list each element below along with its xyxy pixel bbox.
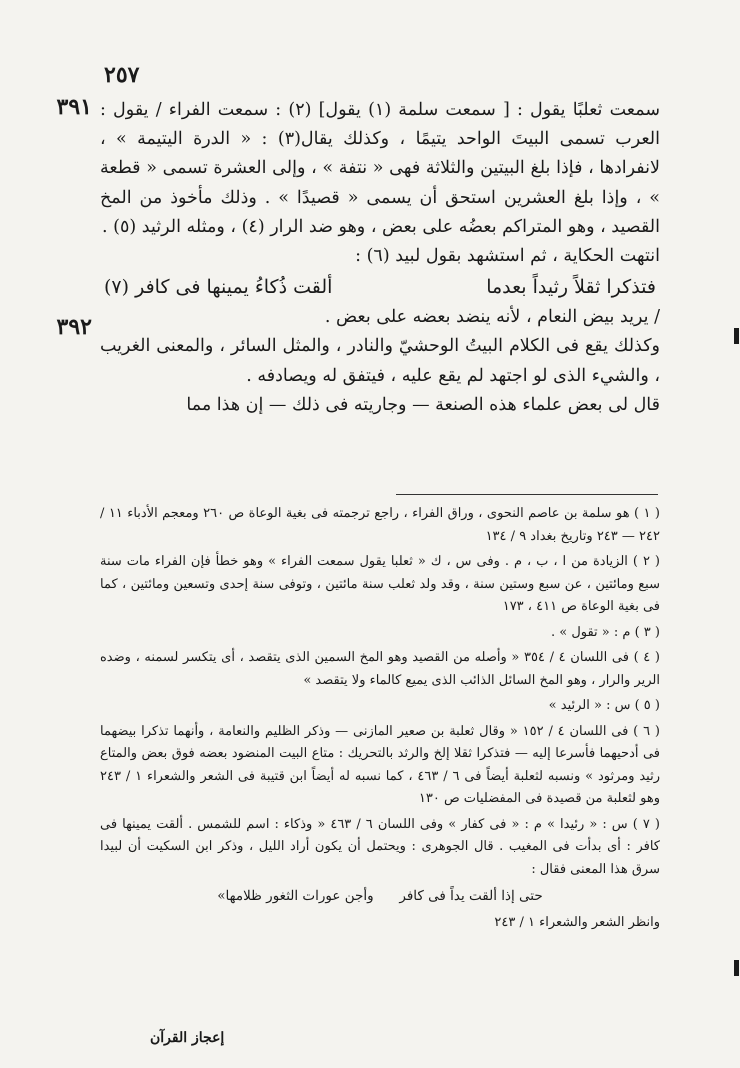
footnote: ( ٧ ) س : « رئيدا » م : « فى كفار » وفى اللسان ٦ / ٤٦٣ « وذكاء : اسم للشمس . ألقت يمينها فى كافر : أى بدأت فى المغيب . قال الجوهرى : ويحتمل أن يكون أراد الليل ، وذكر ابن السكيت أن لبيدا سرق هذا المعنى فقال : [100,816,660,877]
footnote-verse-first-hemistich: حتى إذا ألقت يداً فى كافر [399,888,543,904]
scan-edge-mark [734,328,739,344]
footnote: ( ٤ ) فى اللسان ٤ / ٣٥٤ « وأصله من القصيد وهو المخ السمين الذى يتقصد ، أى يتكسر لسمنه ، وضده الرير والرار ، وهو المخ السائل الذائب الذى يميع كالماء ولا يتقصد » [100,650,660,688]
footnote: ( ٢ ) الزيادة من ا ، ب ، م . وفى س ، ك « ثعلبا يقول سمعت الفراء » وهو خطأ فإن الفراء مات سنة سبع ومائتين ، عن سبع وستين سنة ، وقد ولد ثعلب سنة مائتين ، وتوفى سنة إحدى وتسعين ومائتين ، كما فى بغية الوعاة ص ٤١١ ، ١٧٣ [100,554,660,614]
main-text-block [100,96,660,420]
footnote: ( ٦ ) فى اللسان ٤ / ١٥٢ « وقال ثعلبة بن صعير المازنى — وذكر الظليم والنعامة ، وأنهما تذكرا بيضهما فى أدحيهما فأسرعا إليه — فتذكرا ثقلا إلخ والرثد بالتحريك : متاع البيت المنضود بعضه فوق بعض والمتاع رثيد ومرثود » ونسبه لثعلبة أيضاً فى ٦ / ٤٦٣ ، كما نسبه له أيضاً ابن قتيبة فى الشعر والشعراء ١ / ٢٤٣ وهو لثعلبة من قصيدة فى المفضليات ص ١٣٠ [100,723,661,806]
footnote-separator [396,494,658,495]
page-number: ٢٥٧ [104,62,140,88]
main-paragraph: سمعت ثعلبًا يقول : [ سمعت سلمة (١) يقول] (٢) : سمعت الفراء / يقول : العرب تسمى البيتَ الواحد يتيمًا ، وكذلك يقال(٣) : « الدرة اليتيمة » ، لانفرادها ، فإذا بلغ البيتين والثلاثة فهى « نتفة » ، وإلى العشرة تسمى « قطعة » ، وإذا بلغ العشرين استحق أن يسمى « قصيدًا » . وذلك مأخوذ من المخ القصيد ، وهو المتراكم بعضُه على بعض ، وهو ضد الرار (٤) ، ومثله الرثيد (٥) . [100,100,661,237]
main-paragraph: قال لى بعض علماء هذه الصنعة — وجاريته فى ذلك — إن هذا مما [186,394,660,415]
main-paragraph: / يريد بيض النعام ، لأنه ينضد بعضه على بعض . [324,307,660,328]
main-paragraph: وكذلك يقع فى الكلام البيتُ الوحشيّ والنادر ، والمثل السائر ، والمعنى الغريب ، والشيء الذى لو اجتهد لم يقع عليه ، فيتفق له ويصادفه . [100,336,660,386]
footnote-tail: وانظر الشعر والشعراء ١ / ٢٤٣ [494,914,660,930]
paragraph-number-391: ٣٩١ [56,94,92,120]
footnote-verse-second-hemistich: وأجن عورات الثغور ظلامها» [217,888,374,904]
main-paragraph: انتهت الحكاية ، ثم استشهد بقول لبيد (٦) : [355,246,660,267]
verse-line [100,271,660,303]
scan-edge-mark [734,960,739,976]
running-footer: إعجاز القرآن [150,1030,225,1046]
footnote: ( ٣ ) م : « تقول » . [550,624,660,640]
verse-first-hemistich: فتذكرا ثقلاً رثيداً بعدما [486,276,656,299]
footnotes-block [100,503,660,937]
footnote: ( ٥ ) س : « الرئيد » [548,698,660,713]
paragraph-number-392: ٣٩٢ [56,314,92,340]
verse-second-hemistich: ألقت ذُكاءُ يمينها فى كافر (٧) [104,276,333,299]
footnote-verse [100,885,660,908]
footnote: ( ١ ) هو سلمة بن عاصم النحوى ، وراق الفراء ، راجع ترجمته فى بغية الوعاة ص ٢٦٠ ومعجم الأدباء ١١ / ٢٤٢ — ٢٤٣ وتاريخ بغداد ٩ / ١٣٤ [100,506,660,544]
